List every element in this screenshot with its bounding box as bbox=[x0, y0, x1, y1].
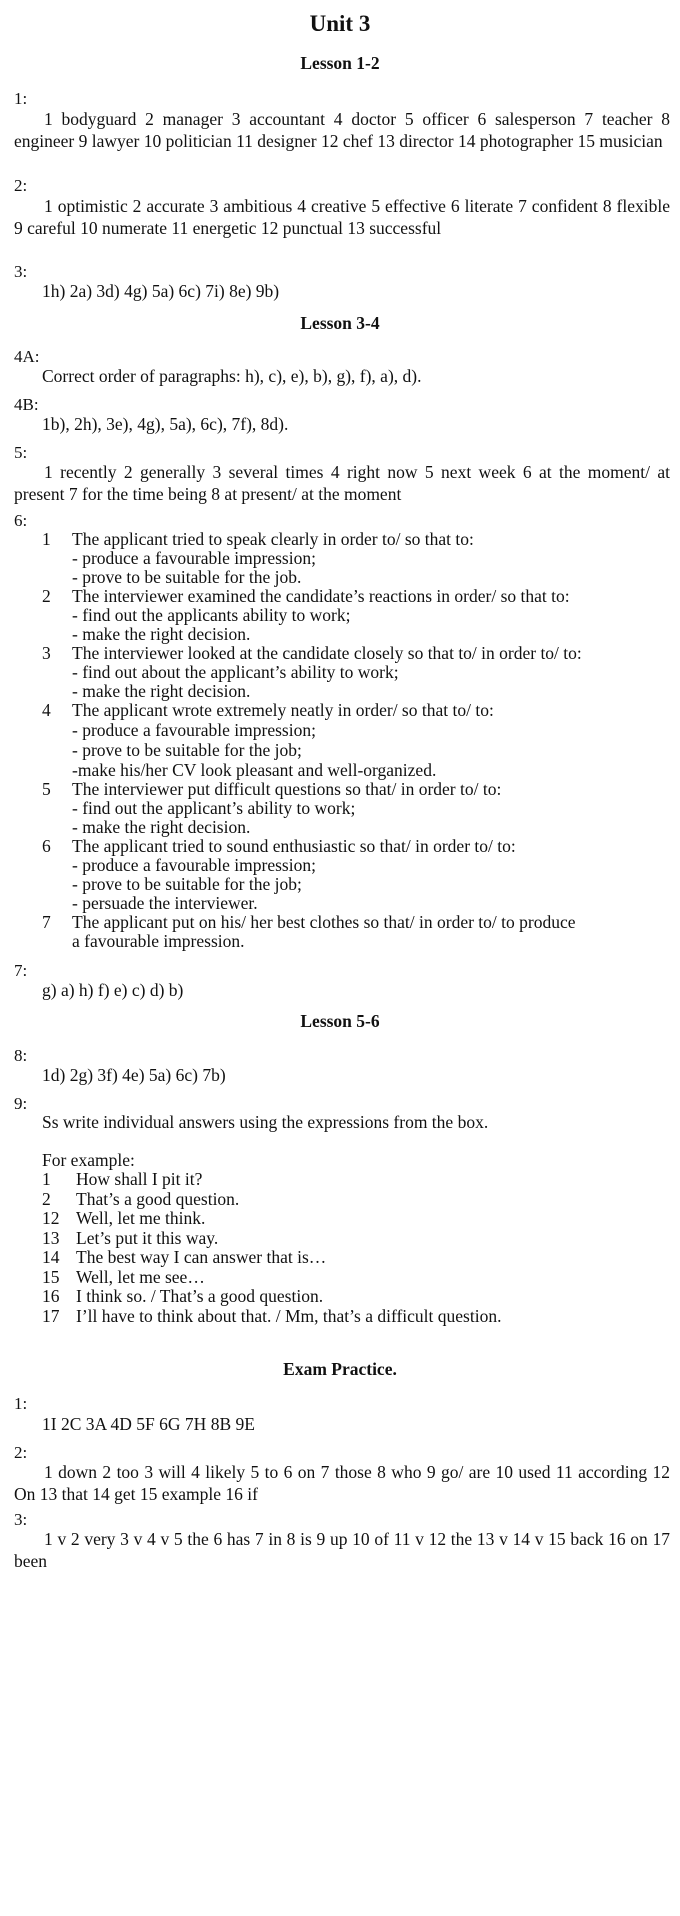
exercise-5-text: 1 recently 2 generally 3 several times 4 right now 5 next week 6 at the moment/ at present 7 for the time being 8 at present/ at the moment bbox=[14, 462, 670, 504]
exercise-2-answers bbox=[14, 195, 670, 239]
exercise-7-label: 7: bbox=[14, 961, 28, 980]
exercise-6-item: 3 The interviewer looked at the candidate closely so that to/ in order to/ to: bbox=[42, 643, 582, 663]
lesson-5-6-title: Lesson 5-6 bbox=[300, 1011, 380, 1031]
unit-title: Unit 3 bbox=[309, 11, 371, 36]
exercise-5-label: 5: bbox=[14, 443, 28, 462]
exercise-6-item: 5 The interviewer put difficult questions so that/ in order to/ to: bbox=[42, 779, 502, 799]
exercise-7-answers: g) a) h) f) e) c) d) b) bbox=[42, 980, 184, 1000]
exercise-6-subitem: - produce a favourable impression; bbox=[72, 720, 316, 740]
exercise-6-label: 6: bbox=[14, 511, 28, 530]
exercise-9-example-label: For example: bbox=[42, 1150, 135, 1170]
exercise-6-item: 1 The applicant tried to speak clearly in order to/ so that to: bbox=[42, 529, 474, 549]
exercise-5-answers bbox=[14, 461, 670, 505]
example-item: 13 Let’s put it this way. bbox=[42, 1228, 219, 1248]
exercise-4b-answers: 1b), 2h), 3e), 4g), 5a), 6c), 7f), 8d). bbox=[42, 414, 289, 434]
exercise-6-subitem: - prove to be suitable for the job; bbox=[72, 874, 302, 894]
example-item: 2 That’s a good question. bbox=[42, 1189, 240, 1209]
exercise-6-subitem: - produce a favourable impression; bbox=[72, 855, 316, 875]
exercise-6-item: 4 The applicant wrote extremely neatly in order/ so that to/ to: bbox=[42, 700, 494, 720]
example-item: 17 I’ll have to think about that. / Mm, that’s a difficult question. bbox=[42, 1306, 502, 1326]
example-item: 12 Well, let me think. bbox=[42, 1208, 206, 1228]
exercise-9-label: 9: bbox=[14, 1094, 28, 1113]
exercise-1-answers bbox=[14, 108, 670, 152]
exercise-3-label: 3: bbox=[14, 262, 28, 281]
exercise-8-label: 8: bbox=[14, 1046, 28, 1065]
exercise-4a-answers: Correct order of paragraphs: h), c), e), b), g), f), a), d). bbox=[42, 366, 422, 386]
exercise-1-label: 1: bbox=[14, 89, 28, 108]
exam-exercise-3-label: 3: bbox=[14, 1510, 28, 1529]
exercise-2-label: 2: bbox=[14, 176, 28, 195]
lesson-3-4-title: Lesson 3-4 bbox=[300, 313, 380, 333]
exercise-6-subitem: -make his/her CV look pleasant and well-organized. bbox=[72, 760, 437, 780]
exercise-6-subitem: - persuade the interviewer. bbox=[72, 893, 258, 913]
exercise-6-subitem: - find out the applicants ability to work; bbox=[72, 605, 351, 625]
exercise-6-subitem: - prove to be suitable for the job. bbox=[72, 567, 302, 587]
exercise-6-item: 2 The interviewer examined the candidate’s reactions in order/ so that to: bbox=[42, 586, 570, 606]
exercise-6-subitem: - produce a favourable impression; bbox=[72, 548, 316, 568]
exam-exercise-2-answers bbox=[14, 1461, 670, 1505]
exam-practice-title: Exam Practice. bbox=[283, 1359, 397, 1379]
exercise-3-answers: 1h) 2a) 3d) 4g) 5a) 6c) 7i) 8e) 9b) bbox=[42, 281, 280, 301]
exam-exercise-1-label: 1: bbox=[14, 1394, 28, 1413]
exam-exercise-1-answers: 1I 2C 3A 4D 5F 6G 7H 8B 9E bbox=[42, 1414, 255, 1434]
exam-exercise-2-text: 1 down 2 too 3 will 4 likely 5 to 6 on 7 those 8 who 9 go/ are 10 used 11 according 12 On 13 that 14 get 15 example 16 if bbox=[14, 1462, 670, 1504]
exercise-8-answers: 1d) 2g) 3f) 4e) 5a) 6c) 7b) bbox=[42, 1065, 226, 1085]
exercise-4b-label: 4B: bbox=[14, 395, 39, 414]
exercise-1-text: 1 bodyguard 2 manager 3 accountant 4 doctor 5 officer 6 salesperson 7 teacher 8 engineer 9 lawyer 10 politician 11 designer 12 chef 13 director 14 photographer 15 musician bbox=[14, 109, 670, 151]
lesson-1-2-title: Lesson 1-2 bbox=[300, 53, 380, 73]
exercise-9-intro: Ss write individual answers using the expressions from the box. bbox=[42, 1112, 489, 1132]
exercise-4a-label: 4A: bbox=[14, 347, 40, 366]
exam-exercise-3-answers bbox=[14, 1528, 670, 1572]
exercise-6-subitem: - make the right decision. bbox=[72, 624, 251, 644]
exercise-6-subitem: - find out about the applicant’s ability to work; bbox=[72, 662, 399, 682]
example-item: 15 Well, let me see… bbox=[42, 1267, 205, 1287]
exercise-2-text: 1 optimistic 2 accurate 3 ambitious 4 creative 5 effective 6 literate 7 confident 8 flexible 9 careful 10 numerate 11 energetic 12 punctual 13 successful bbox=[14, 196, 670, 238]
exercise-6-subitem: - find out the applicant’s ability to work; bbox=[72, 798, 356, 818]
exam-exercise-2-label: 2: bbox=[14, 1443, 28, 1462]
example-item: 14 The best way I can answer that is… bbox=[42, 1247, 327, 1267]
example-item: 16 I think so. / That’s a good question. bbox=[42, 1286, 324, 1306]
exercise-6-subitem: a favourable impression. bbox=[72, 931, 245, 951]
exercise-6-item: 6 The applicant tried to sound enthusiastic so that/ in order to/ to: bbox=[42, 836, 516, 856]
exercise-6-item: 7 The applicant put on his/ her best clothes so that/ in order to/ to produce bbox=[42, 912, 576, 932]
exercise-6-subitem: - prove to be suitable for the job; bbox=[72, 740, 302, 760]
example-item: 1 How shall I pit it? bbox=[42, 1169, 203, 1189]
exercise-6-subitem: - make the right decision. bbox=[72, 817, 251, 837]
exercise-6-subitem: - make the right decision. bbox=[72, 681, 251, 701]
exam-exercise-3-text: 1 v 2 very 3 v 4 v 5 the 6 has 7 in 8 is 9 up 10 of 11 v 12 the 13 v 14 v 15 back 16 on 17 been bbox=[14, 1529, 670, 1571]
